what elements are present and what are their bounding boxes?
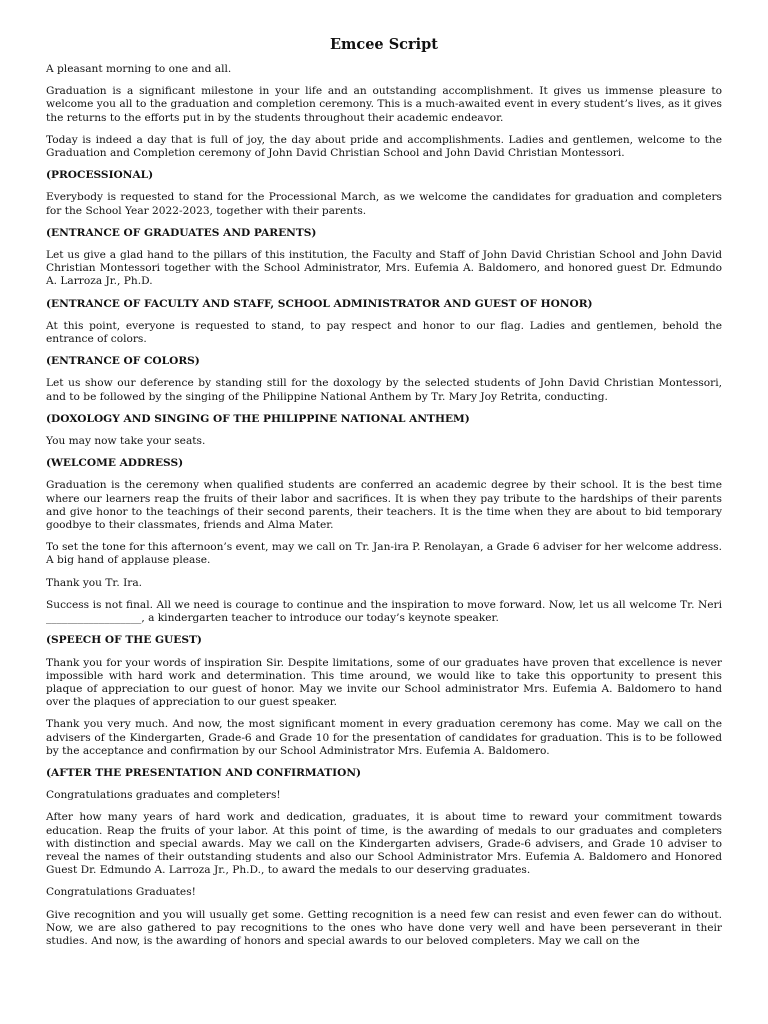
section-heading: (WELCOME ADDRESS): [46, 457, 184, 470]
section-heading: (ENTRANCE OF COLORS): [46, 355, 200, 368]
section-heading: (ENTRANCE OF FACULTY AND STAFF, SCHOOL ADMINISTRATOR AND GUEST OF HONOR): [46, 297, 593, 310]
script-paragraph: Everybody is requested to stand for the Processional March, as we welcome the candidates for graduation and completers for the School Year 2022-2023, together with their parents.: [46, 191, 722, 217]
section-heading: (PROCESSIONAL): [46, 169, 154, 182]
script-paragraph: To set the tone for this afternoon’s event, may we call on Tr. Jan-ira P. Renolayan, a Grade 6 adviser for her welcome address. A big hand of applause please.: [46, 541, 722, 567]
document-body: [46, 63, 722, 948]
script-paragraph: Thank you very much. And now, the most significant moment in every graduation ceremony has come. May we call on the advisers of the Kindergarten, Grade-6 and Grade 10 for the presentation of candidates for graduation. This is to be followed by the acceptance and confirmation by our School Administrator Mrs. Eufemia A. Baldomero.: [46, 718, 722, 757]
script-paragraph: You may now take your seats.: [46, 435, 206, 448]
script-paragraph: Let us give a glad hand to the pillars of this institution, the Faculty and Staff of John David Christian School and John David Christian Montessori together with the School Administrator, Mrs. Eufemia A. Baldomero, and honored guest Dr. Edmundo A. Larroza Jr., Ph.D.: [46, 249, 722, 288]
script-paragraph: Thank you Tr. Ira.: [46, 576, 142, 589]
script-paragraph: Congratulations Graduates!: [46, 886, 196, 899]
script-paragraph: After how many years of hard work and dedication, graduates, it is about time to reward your commitment towards education. Reap the fruits of your labor. At this point of time, is the awarding of medals to our graduates and completers with distinction and special awards. May we call on the Kindergarten advisers, Grade-6 advisers, and Grade 10 adviser to reveal the names of their outstanding students and also our School Administrator Mrs. Eufemia A. Baldomero and Honored Guest Dr. Edmundo A. Larroza Jr., Ph.D., to award the medals to our deserving graduates.: [46, 811, 722, 877]
script-paragraph: Graduation is the ceremony when qualified students are conferred an academic degree by their school. It is the best time where our learners reap the fruits of their labor and sacrifices. It is when they pay tribute to the hardships of their parents and give honor to the teachings of their second parents, their teachers. It is the time when they are about to bid temporary goodbye to their classmates, friends and Alma Mater.: [46, 479, 722, 532]
script-paragraph: At this point, everyone is requested to stand, to pay respect and honor to our flag. Ladies and gentlemen, behold the entrance of colors.: [46, 319, 722, 346]
section-heading: (DOXOLOGY AND SINGING OF THE PHILIPPINE NATIONAL ANTHEM): [46, 412, 470, 425]
script-paragraph: Give recognition and you will usually get some. Getting recognition is a need few can resist and even fewer can do without. Now, we are also gathered to pay recognitions to the ones who have done very well and have been perseverant in their studies. And now, is the awarding of honors and special awards to our beloved completers. May we call on the: [46, 908, 722, 947]
script-paragraph: Graduation is a significant milestone in your life and an outstanding accomplishment. It gives us immense pleasure to welcome you all to the graduation and completion ceremony. This is a much-awaited event in every student’s lives, as it gives the returns to the efforts put in by the students throughout their academic endeavor.: [46, 85, 722, 124]
script-paragraph: Today is indeed a day that is full of joy, the day about pride and accomplishments. Ladies and gentlemen, welcome to the Graduation and Completion ceremony of John David Christian School and John David Christian Montessori.: [46, 133, 722, 160]
section-heading: (AFTER THE PRESENTATION AND CONFIRMATION): [46, 766, 362, 779]
script-paragraph: A pleasant morning to one and all.: [46, 63, 232, 75]
script-paragraph: Thank you for your words of inspiration Sir. Despite limitations, some of our graduates have proven that excellence is never impossible with hard work and determination. This time around, we would like to take this opportunity to present this plaque of appreciation to our guest of honor. May we invite our School administrator Mrs. Eufemia A. Baldomero to hand over the plaques of appreciation to our guest speaker.: [46, 656, 722, 709]
script-paragraph: Let us show our deference by standing still for the doxology by the selected students of John David Christian Montessori, and to be followed by the singing of the Philippine National Anthem by Tr. Mary Joy Retrita, conducting.: [46, 377, 722, 403]
document-title: Emcee Script: [329, 36, 438, 53]
script-paragraph: Success is not final. All we need is courage to continue and the inspiration to move forward. Now, let us all welcome Tr. Neri __________________, a kindergarten teacher to introduce our today’s keynote speaker.: [46, 598, 722, 625]
section-heading: (SPEECH OF THE GUEST): [46, 634, 202, 647]
section-heading: (ENTRANCE OF GRADUATES AND PARENTS): [46, 226, 317, 239]
script-paragraph: Congratulations graduates and completers!: [46, 789, 281, 802]
